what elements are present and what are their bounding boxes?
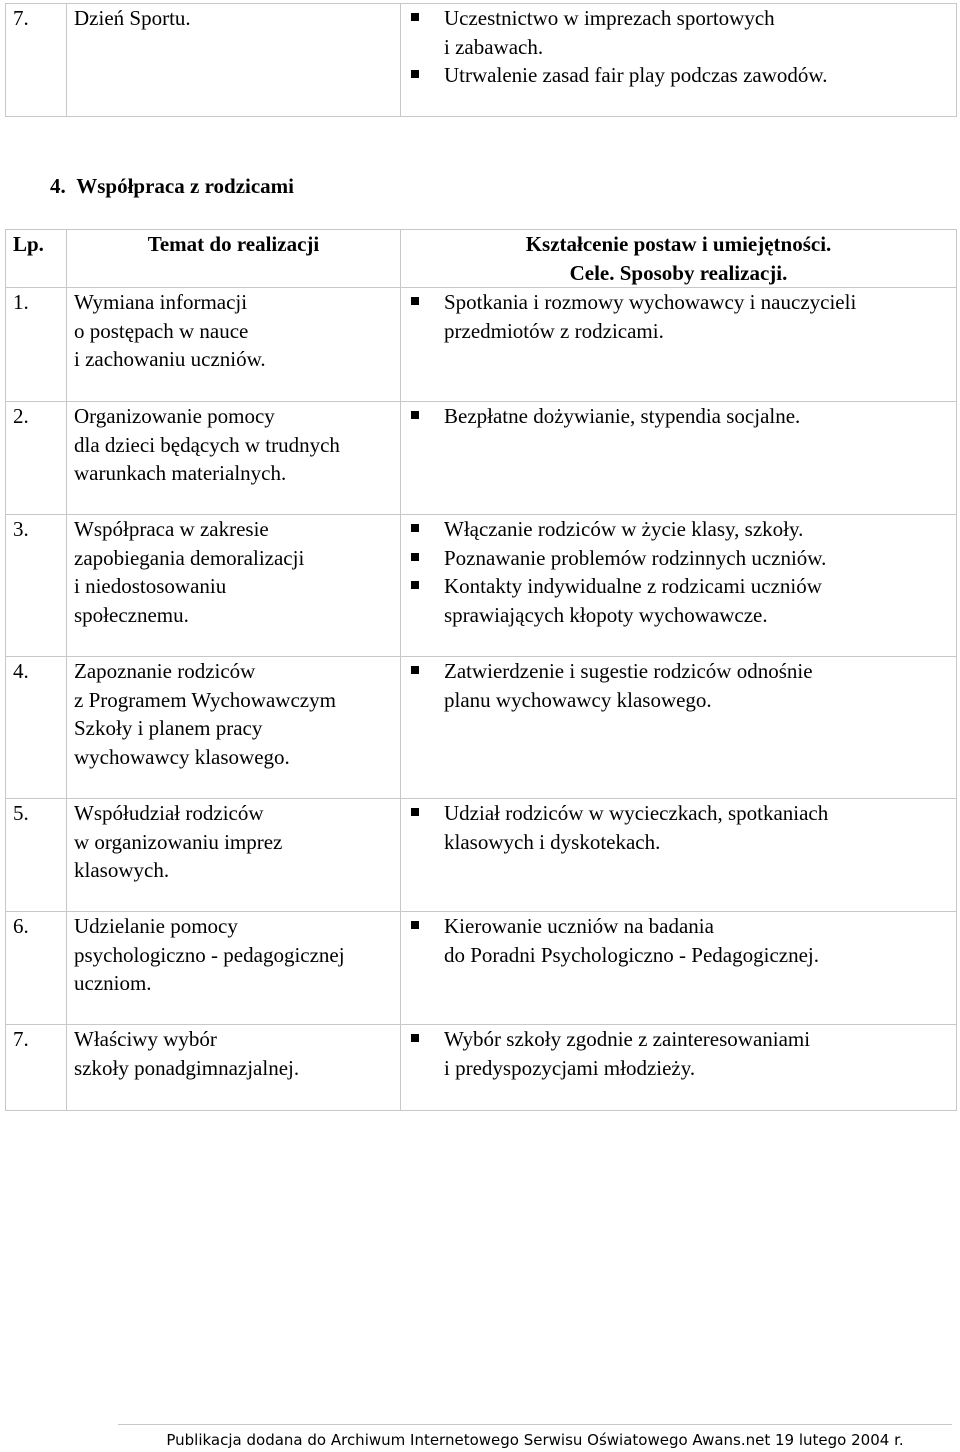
table-row [6, 912, 957, 1025]
row-number: 7. [6, 1025, 67, 1111]
row-number: 5. [6, 799, 67, 912]
row-goals [401, 1025, 957, 1111]
header-goals: Kształcenie postaw i umiejętności. Cele. Sposoby realizacji. [401, 230, 957, 288]
header-topic: Temat do realizacji [67, 230, 401, 288]
bullet-item: Uczestnictwo w imprezach sportowych [411, 4, 956, 33]
table-row [6, 799, 957, 912]
row-number: 1. [6, 288, 67, 402]
row-number: 6. [6, 912, 67, 1025]
row-goals [401, 4, 957, 117]
bullet-item: Wybór szkoły zgodnie z zainteresowaniami [411, 1025, 956, 1054]
bullet-item: Włączanie rodziców w życie klasy, szkoły. [411, 515, 956, 544]
row-topic: Współudział rodziców w organizowaniu imprez klasowych. [67, 799, 401, 912]
table-row [6, 4, 957, 117]
row-goals [401, 799, 957, 912]
bullet-item: Utrwalenie zasad fair play podczas zawodów. [411, 61, 956, 90]
bullet-continuation: klasowych i dyskotekach. [444, 829, 661, 854]
bullet-continuation: przedmiotów z rodzicami. [444, 318, 664, 343]
row-goals [401, 912, 957, 1025]
header-lp: Lp. [6, 230, 67, 288]
table-row [6, 657, 957, 799]
row-goals [401, 515, 957, 657]
row-goals [401, 657, 957, 799]
section-heading [50, 172, 294, 201]
row-topic: Organizowanie pomocy dla dzieci będących w trudnych warunkach materialnych. [67, 402, 401, 515]
row-number: 2. [6, 402, 67, 515]
bullet-item: Bezpłatne dożywianie, stypendia socjalne. [411, 402, 956, 431]
row-topic: Dzień Sportu. [67, 4, 401, 117]
row-topic: Zapoznanie rodziców z Programem Wychowawczym Szkoły i planem pracy wychowawcy klasowego. [67, 657, 401, 799]
row-goals [401, 402, 957, 515]
cooperation-table [5, 229, 957, 1111]
row-number: 3. [6, 515, 67, 657]
bullet-continuation: i zabawach. [444, 34, 544, 59]
section-number: 4. [50, 174, 66, 198]
row-topic: Udzielanie pomocy psychologiczno - pedagogicznej uczniom. [67, 912, 401, 1025]
table-row [6, 1025, 957, 1111]
table-row [6, 402, 957, 515]
row-topic: Właściwy wybór szkoły ponadgimnazjalnej. [67, 1025, 401, 1111]
section-title: Współpraca z rodzicami [76, 174, 295, 198]
table-row [6, 288, 957, 402]
row-number: 4. [6, 657, 67, 799]
bullet-continuation: do Poradni Psychologiczno - Pedagogicznej. [444, 942, 820, 967]
bullet-item: Spotkania i rozmowy wychowawcy i nauczycieli [411, 288, 956, 317]
bullet-item: Poznawanie problemów rodzinnych uczniów. [411, 544, 956, 573]
row-number: 7. [6, 4, 67, 117]
header-row [6, 230, 957, 288]
bullet-item: Kierowanie uczniów na badania [411, 912, 956, 941]
table-row [6, 515, 957, 657]
bullet-item: Zatwierdzenie i sugestie rodziców odnośnie [411, 657, 956, 686]
row-goals [401, 288, 957, 402]
bullet-item: Udział rodziców w wycieczkach, spotkaniach [411, 799, 956, 828]
footer-text: Publikacja dodana do Archiwum Internetowego Serwisu Oświatowego Awans.net 19 lutego 2004 r. [166, 1431, 904, 1449]
row-topic: Współpraca w zakresie zapobiegania demoralizacji i niedostosowaniu społecznemu. [67, 515, 401, 657]
bullet-item: Kontakty indywidualne z rodzicami uczniów [411, 572, 956, 601]
top-table [5, 3, 957, 117]
row-topic: Wymiana informacji o postępach w nauce i zachowaniu uczniów. [67, 288, 401, 402]
bullet-continuation: i predyspozycjami młodzieży. [444, 1055, 696, 1080]
bullet-continuation: planu wychowawcy klasowego. [444, 687, 712, 712]
bullet-continuation: sprawiających kłopoty wychowawcze. [444, 602, 768, 627]
